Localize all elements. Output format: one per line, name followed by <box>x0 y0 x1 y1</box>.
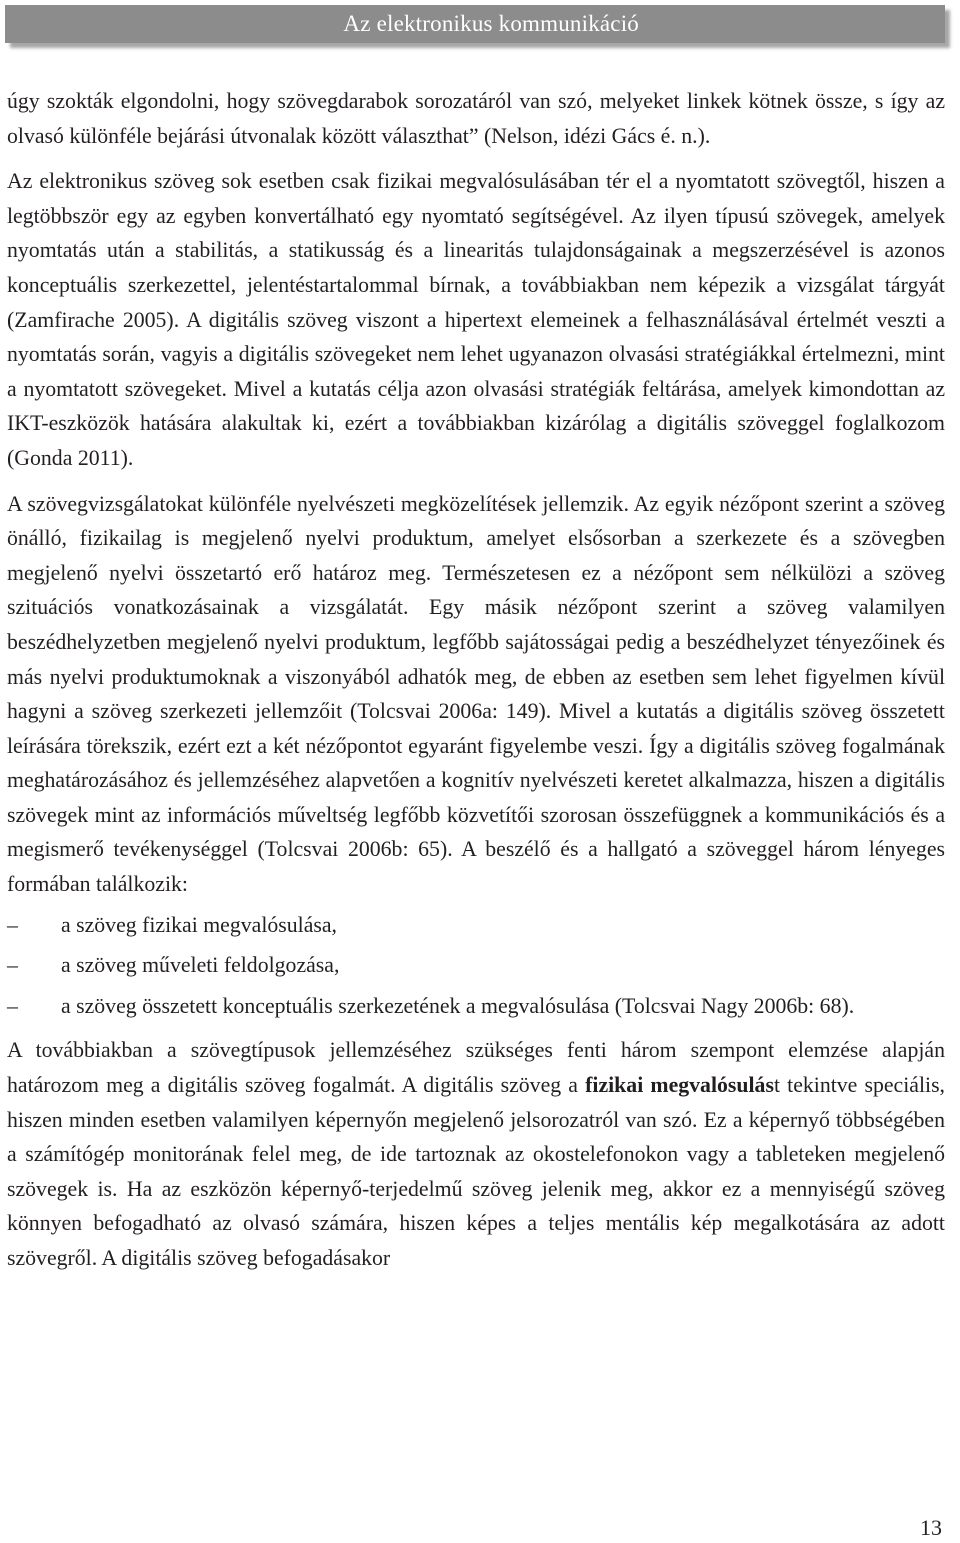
paragraph-4-start: A továbbiakban a szövegtípusok jellemzéséhez szükséges fenti három szempont elemzése alapján határozom meg a digitális szöveg fogalmát. A digitális szöveg a <box>7 1038 945 1098</box>
list-item <box>7 948 945 983</box>
list-item <box>7 989 945 1024</box>
paragraph-2: Az elektronikus szöveg sok esetben csak fizikai megvalósulásában tér el a nyomtatott szövegtől, hiszen a legtöbbször egy az egyben konvertálható egy nyomtató segítségével. Az ilyen típusú szövegek, amelyek nyomtatás után a stabilitás, a statikusság és a linearitás tulajdonságainak a megszerzésével is azonos konceptuális szerkezettel, jelentéstartalommal bírnak, a továbbiakban nem képezik a vizsgálat tárgyát (Zamfirache 2005). A digitális szöveg viszont a hipertext elemeinek a felhasználásával értelmét veszti a nyomtatás során, vagyis a digitális szövegeket nem lehet ugyanazon olvasási stratégiákkal értelmezni, mint a nyomtatott szövegeket. Mivel a kutatás célja azon olvasási stratégiák feltárása, amelyek kimondottan az IKT-eszközök hatására alakultak ki, ezért a továbbiakban kizárólag a digitális szöveggel foglalkozom (Gonda 2011). <box>7 169 945 470</box>
dash-marker: – <box>7 993 18 1018</box>
paragraph-4-rest: t tekintve speciális, hiszen minden esetben valamilyen képernyőn megjelenő jelsorozatról van szó. Ez a képernyő többségében a számítógép monitorának felel meg, de ide tartoznak az okostelefonokon vagy a tableteken megjelenő szövegek is. Ha az eszközön képernyő-terjedelmű szöveg jelenik meg, akkor ez a mennyiségű szöveg könnyen befogadható az olvasó számára, hiszen képes a teljes mentális kép megalkotására az adott szövegről. A digitális szöveg befogadásakor <box>7 1073 946 1270</box>
paragraph-4 <box>7 1033 945 1275</box>
list-item-text: a szöveg műveleti feldolgozása, <box>61 953 340 978</box>
paragraph-gap <box>7 153 945 164</box>
list-item-text: a szöveg összetett konceptuális szerkezetének a megvalósulása (Tolcsvai Nagy 2006b: 68). <box>61 993 855 1018</box>
page-body <box>7 84 945 1276</box>
list-item <box>7 908 945 943</box>
bullet-list <box>7 908 945 1024</box>
running-header-bar <box>5 5 945 43</box>
paragraph-3: A szövegvizsgálatokat különféle nyelvészeti megközelítések jellemzik. Az egyik nézőpont szerint a szöveg önálló, fizikailag is megjelenő nyelvi produktum, amelyet elsősorban a szerkezete és a szövegben megjelenő nyelvi összetartó erő határoz meg. Természetesen ez a nézőpont sem nélkülözi a szöveg szituációs vonatkozásainak a vizsgálatát. Egy másik nézőpont szerint a szöveg valamilyen beszédhelyzetben megjelenő nyelvi produktum, legfőbb sajátosságai pedig a beszédhelyzet tényezőinek és más nyelvi produktumoknak a viszonyából adhatók meg, de ebben az esetben sem lehet figyelmen kívül hagyni a szöveg szerkezeti jellemzőit (Tolcsvai 2006a: 149). Mivel a kutatás a digitális szöveg összetett leírására törekszik, ezért ezt a két nézőpontot egyaránt figyelembe veszi. Így a digitális szöveg fogalmának meghatározásához és jellemzéséhez alapvetően a kognitív nyelvészeti keretet alkalmazza, hiszen a digitális szövegek mint az információs műveltség legfőbb közvetítői szorosan összefüggnek a kommunikációs és a megismerő tevékenységgel (Tolcsvai 2006b: 65). A beszélő és a hallgató a szöveggel három lényeges formában találkozik: <box>7 491 945 897</box>
paragraph-1: úgy szokták elgondolni, hogy szövegdarabok sorozatáról van szó, melyeket linkek kötnek össze, s így az olvasó különféle bejárási útvonalak között választhat” (Nelson, idézi Gács é. n.). <box>7 89 945 148</box>
bold-term: fizikai megvalósulás <box>585 1073 774 1098</box>
dash-marker: – <box>7 912 18 937</box>
running-header-title: Az elektronikus kommunikáció <box>343 11 639 36</box>
dash-marker: – <box>7 953 18 978</box>
paragraph-gap <box>7 476 945 487</box>
list-item-text: a szöveg fizikai megvalósulása, <box>61 912 337 937</box>
page-number: 13 <box>920 1515 942 1540</box>
